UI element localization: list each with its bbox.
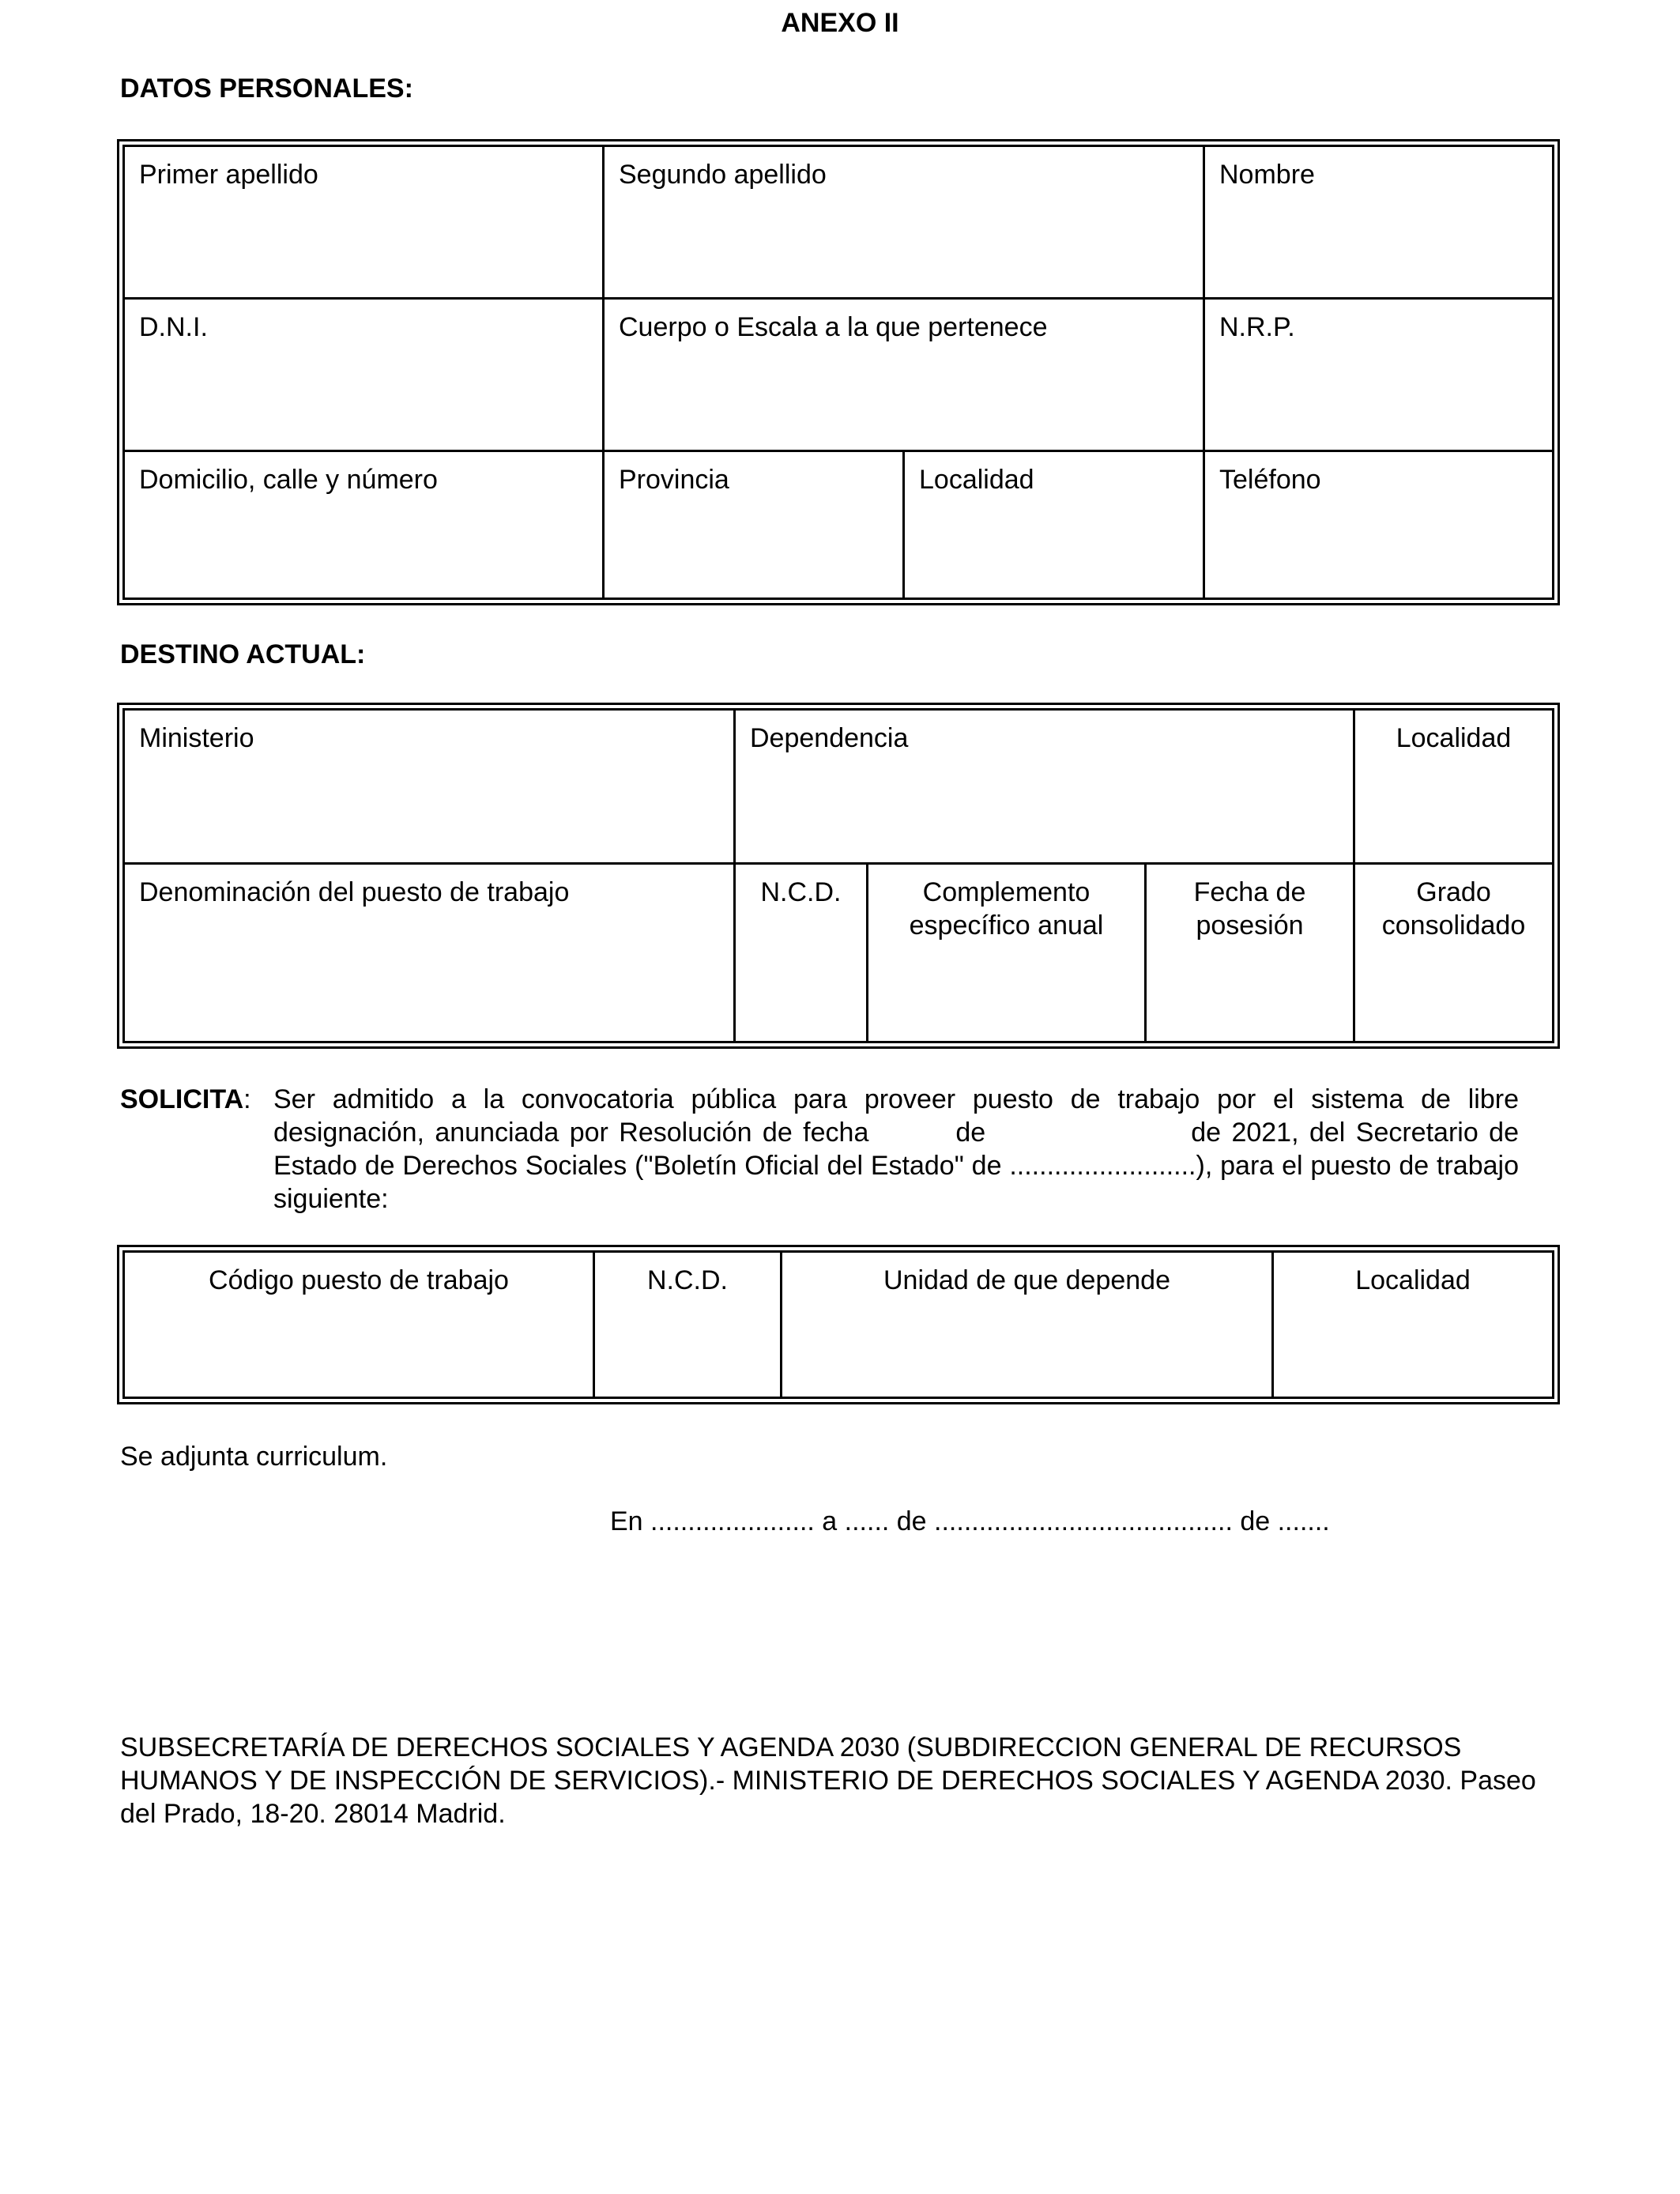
solicita-label: SOLICITA:: [120, 1084, 251, 1114]
telefono-cell[interactable]: [1205, 452, 1552, 598]
dni-label: D.N.I.: [139, 312, 208, 342]
fecha-posesion-label: Fecha de posesión: [1193, 877, 1306, 941]
fecha-posesion-cell[interactable]: [1147, 865, 1355, 1041]
destino-heading: DESTINO ACTUAL:: [120, 639, 366, 669]
dni-cell[interactable]: [125, 300, 605, 452]
codigo-cell[interactable]: [125, 1253, 595, 1397]
dependencia-cell[interactable]: [736, 711, 1355, 865]
telefono-label: Teléfono: [1219, 465, 1321, 495]
domicilio-cell[interactable]: [125, 452, 605, 598]
unidad-cell[interactable]: [782, 1253, 1274, 1397]
fecha-firma-line: En ...................... a ...... de ........................................ de .......: [610, 1506, 1330, 1536]
page-title: ANEXO II: [781, 8, 899, 38]
puesto-ncd-label: N.C.D.: [647, 1265, 728, 1295]
footer-address: SUBSECRETARÍA DE DERECHOS SOCIALES Y AGENDA 2030 (SUBDIRECCION GENERAL DE RECURSOS HUMANOS Y DE INSPECCIÓN DE SERVICIOS).- MINISTERIO DE DERECHOS SOCIALES Y AGENDA 2030. Paseo del Prado, 18-20. 28014 Madrid.: [120, 1732, 1536, 1829]
personal-heading: DATOS PERSONALES:: [120, 74, 413, 104]
ministerio-label: Ministerio: [139, 723, 254, 753]
solicita-body: [273, 1083, 1519, 1216]
nombre-cell[interactable]: [1205, 147, 1552, 300]
destino-localidad-label: Localidad: [1396, 723, 1512, 753]
personal-table: [117, 139, 1560, 605]
primer-apellido-label: Primer apellido: [139, 160, 318, 190]
segundo-apellido-cell[interactable]: [605, 147, 1205, 300]
localidad-label: Localidad: [919, 465, 1034, 495]
codigo-label: Código puesto de trabajo: [209, 1265, 509, 1295]
solicita-text-c: de 2021, del Secretario de Estado de Derechos Sociales ("Boletín Oficial del Estado" de .........................), para el puesto de trabajo siguiente:: [273, 1118, 1519, 1214]
puesto-table: [117, 1245, 1560, 1404]
nrp-cell[interactable]: [1205, 300, 1552, 452]
puesto-localidad-cell[interactable]: [1274, 1253, 1552, 1397]
grado-label: Grado consolidado: [1381, 877, 1526, 941]
puesto-localidad-label: Localidad: [1355, 1265, 1471, 1295]
solicita-paragraph: [120, 1083, 1519, 1216]
denominacion-cell[interactable]: [125, 865, 736, 1041]
provincia-cell[interactable]: [605, 452, 905, 598]
cuerpo-label: Cuerpo o Escala a la que pertenece: [619, 312, 1048, 342]
ministerio-cell[interactable]: [125, 711, 736, 865]
grado-cell[interactable]: [1355, 865, 1552, 1041]
solicita-text-b: de: [955, 1118, 986, 1148]
complemento-cell[interactable]: [868, 865, 1147, 1041]
domicilio-label: Domicilio, calle y número: [139, 465, 438, 495]
destino-table: [117, 703, 1560, 1049]
unidad-label: Unidad de que depende: [883, 1265, 1170, 1295]
localidad-cell[interactable]: [905, 452, 1205, 598]
complemento-label: Complemento específico anual: [909, 877, 1104, 941]
destino-ncd-label: N.C.D.: [760, 877, 842, 907]
nombre-label: Nombre: [1219, 160, 1315, 190]
destino-localidad-cell[interactable]: [1355, 711, 1552, 865]
puesto-ncd-cell[interactable]: [595, 1253, 782, 1397]
segundo-apellido-label: Segundo apellido: [619, 160, 827, 190]
denominacion-label: Denominación del puesto de trabajo: [139, 877, 570, 907]
primer-apellido-cell[interactable]: [125, 147, 605, 300]
destino-ncd-cell[interactable]: [736, 865, 868, 1041]
adjunta-curriculum: Se adjunta curriculum.: [120, 1442, 388, 1472]
cuerpo-cell[interactable]: [605, 300, 1205, 452]
solicita-text-a: Ser admitido a la convocatoria pública para proveer puesto de trabajo por el sistema de libre designación, anunciada por Resolución de fecha: [273, 1084, 1519, 1148]
nrp-label: N.R.P.: [1219, 312, 1295, 342]
provincia-label: Provincia: [619, 465, 729, 495]
dependencia-label: Dependencia: [750, 723, 909, 753]
